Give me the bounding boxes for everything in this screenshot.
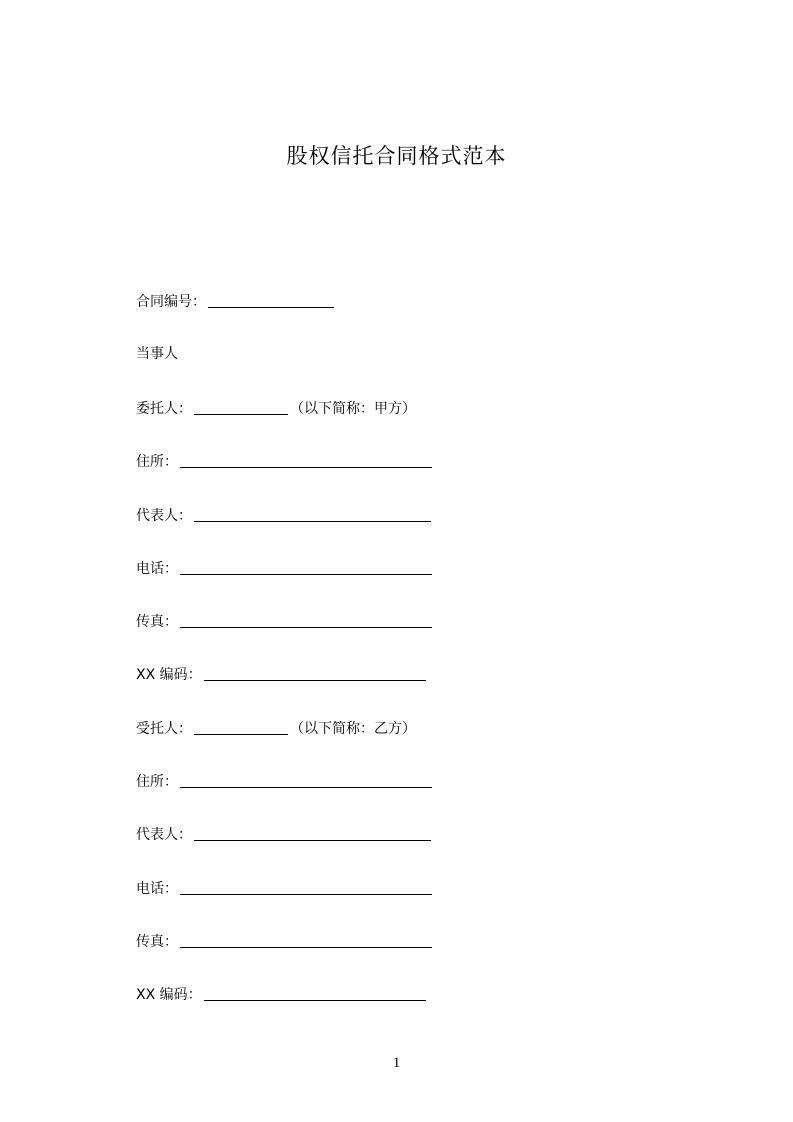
trustee-code-blank bbox=[204, 986, 426, 1001]
parties-heading: 当事人 bbox=[136, 346, 178, 362]
settlor-address-label: 住所： bbox=[136, 454, 178, 470]
settlor-label: 委托人： bbox=[136, 401, 192, 417]
trustee-fax-label: 传真： bbox=[136, 934, 178, 950]
trustee-fax-blank bbox=[180, 933, 432, 948]
trustee-rep-blank bbox=[194, 826, 431, 841]
contract-number-blank bbox=[208, 293, 334, 308]
settlor-code-line bbox=[136, 664, 428, 685]
settlor-code-label: XX 编码： bbox=[136, 667, 202, 683]
trustee-name-blank bbox=[194, 720, 288, 735]
settlor-code-blank bbox=[204, 666, 426, 681]
trustee-address-line bbox=[136, 771, 434, 792]
document-title: 股权信托合同格式范本 bbox=[286, 144, 507, 168]
trustee-fax-line bbox=[136, 931, 434, 952]
settlor-phone-label: 电话： bbox=[136, 561, 178, 577]
parties-heading-line bbox=[136, 344, 178, 364]
settlor-line bbox=[136, 398, 416, 419]
trustee-rep-line bbox=[136, 824, 433, 845]
settlor-fax-blank bbox=[180, 613, 432, 628]
settlor-alias: （以下简称：甲方） bbox=[290, 401, 416, 417]
settlor-phone-blank bbox=[180, 560, 432, 575]
settlor-rep-line bbox=[136, 505, 433, 526]
trustee-code-label: XX 编码： bbox=[136, 987, 202, 1003]
settlor-phone-line bbox=[136, 558, 434, 579]
trustee-rep-label: 代表人： bbox=[136, 827, 192, 843]
settlor-address-line bbox=[136, 451, 434, 472]
page-number: 1 bbox=[392, 1055, 401, 1071]
trustee-alias: （以下简称：乙方） bbox=[290, 721, 416, 737]
settlor-rep-label: 代表人： bbox=[136, 508, 192, 524]
trustee-phone-line bbox=[136, 878, 434, 899]
trustee-address-blank bbox=[180, 773, 432, 788]
contract-number-label: 合同编号： bbox=[136, 294, 206, 310]
settlor-rep-blank bbox=[194, 507, 431, 522]
settlor-name-blank bbox=[194, 400, 288, 415]
trustee-label: 受托人： bbox=[136, 721, 192, 737]
trustee-line bbox=[136, 718, 416, 739]
trustee-code-line bbox=[136, 984, 428, 1005]
settlor-fax-label: 传真： bbox=[136, 614, 178, 630]
settlor-fax-line bbox=[136, 611, 434, 632]
trustee-address-label: 住所： bbox=[136, 774, 178, 790]
trustee-phone-blank bbox=[180, 880, 432, 895]
contract-number-line bbox=[136, 291, 336, 312]
settlor-address-blank bbox=[180, 453, 432, 468]
trustee-phone-label: 电话： bbox=[136, 881, 178, 897]
